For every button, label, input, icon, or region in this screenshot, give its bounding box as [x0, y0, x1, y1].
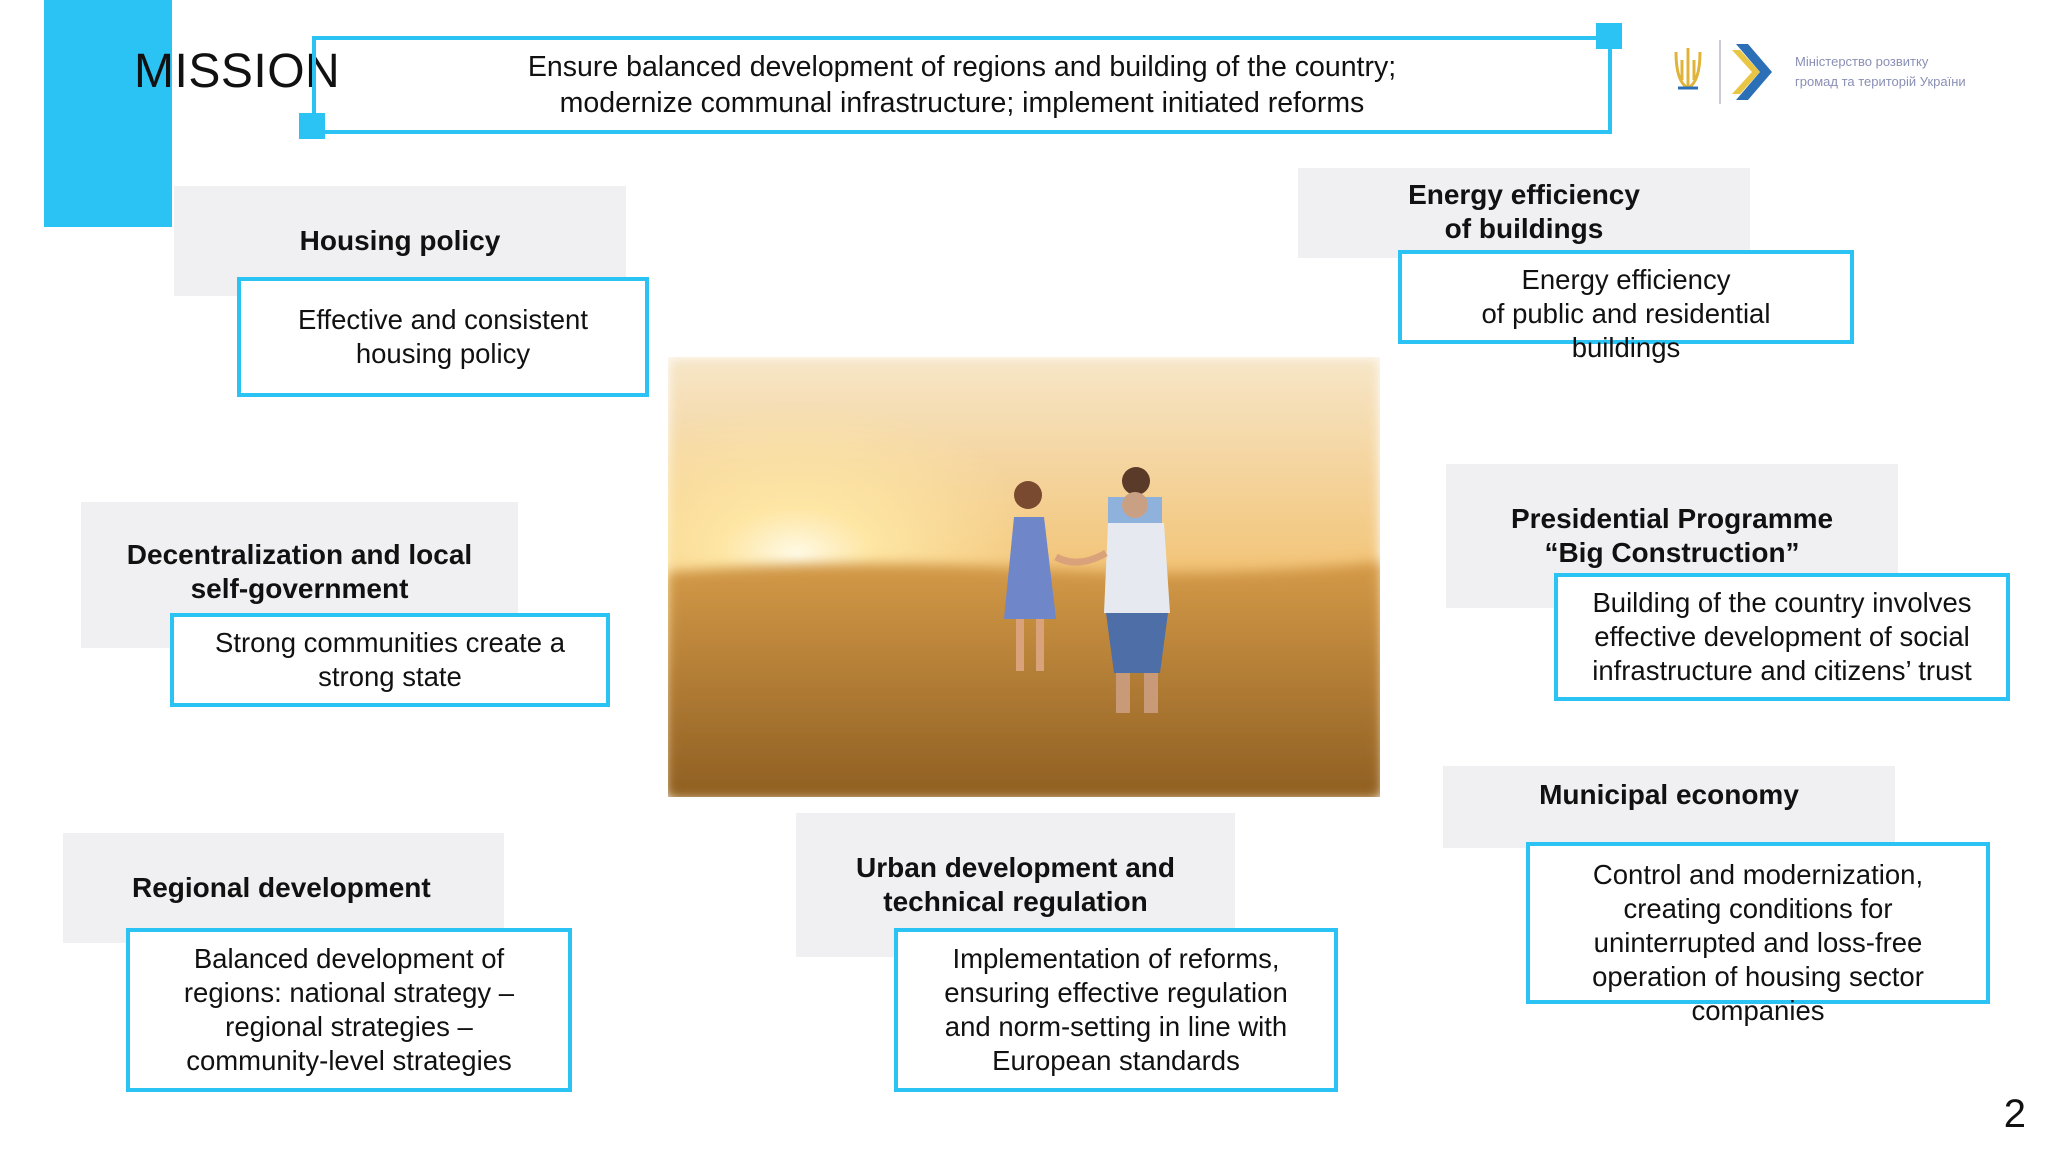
urban-development-card: Implementation of reforms, ensuring effective regulation and norm-setting in line with European standards: [894, 928, 1338, 1092]
municipal-economy-card: Control and modernization, creating conditions for uninterrupted and loss-free operation of housing sector companies: [1526, 842, 1990, 1004]
mission-text-line: modernize communal infrastructure; implement initiated reforms: [559, 87, 1365, 119]
family-sunset-photo: [668, 357, 1380, 797]
trident-icon: [1676, 48, 1700, 88]
regional-development-card: Balanced development of regions: national strategy – regional strategies – community-level strategies: [126, 928, 572, 1092]
ministry-arrow-icon: [1732, 44, 1772, 100]
energy-efficiency-header: Energy efficiency of buildings: [1298, 168, 1750, 258]
decentralization-card: Strong communities create a strong state: [170, 613, 610, 707]
presidential-programme-card: Building of the country involves effective development of social infrastructure and citizens’ trust: [1554, 573, 2010, 701]
regional-development-title: Regional development: [132, 872, 431, 903]
corner-square-decoration: [1596, 23, 1622, 49]
corner-square-decoration: [299, 113, 325, 139]
decentralization-header: Decentralization and local self-government: [81, 502, 518, 648]
ministry-name: Міністерство розвитку громад та територій України: [1795, 54, 1966, 89]
housing-policy-title: Housing policy: [299, 225, 501, 256]
page-number: 2: [2003, 1092, 2026, 1136]
regional-development-header: [63, 833, 504, 943]
housing-policy-card: Effective and consistent housing policy: [237, 277, 649, 397]
mission-text-line: Ensure balanced development of regions and building of the country;: [527, 51, 1397, 83]
urban-development-header: Urban development and technical regulation: [796, 813, 1235, 957]
municipal-economy-header: [1443, 766, 1895, 848]
accent-bar: [44, 0, 172, 227]
mission-statement-box: [312, 36, 1612, 134]
mission-title: MISSION: [134, 45, 341, 98]
presidential-programme-header: Presidential Programme “Big Construction”: [1446, 464, 1898, 608]
municipal-economy-title: Municipal economy: [1539, 779, 1799, 810]
energy-efficiency-card: Energy efficiency of public and residential buildings: [1398, 250, 1854, 344]
